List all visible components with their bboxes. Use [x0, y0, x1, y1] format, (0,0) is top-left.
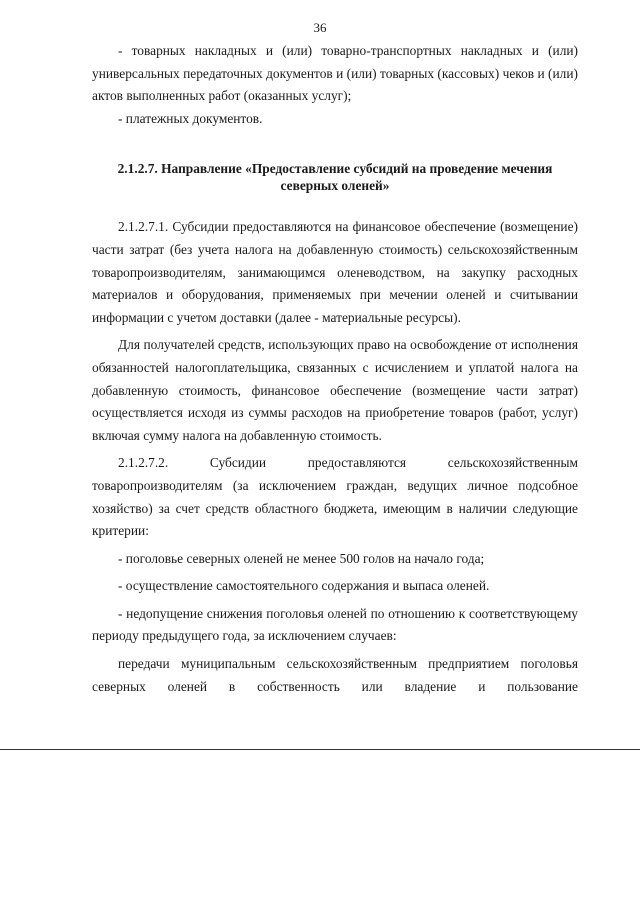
list-item-payment-documents: - платежных документов. — [118, 110, 263, 126]
paragraph-subsidy-criteria: 2.1.2.7.2. Субсидии предоставляются сельскохозяйственным товаропроизводителям (за исключением граждан, ведущих личное подсобное хозяйство) за счет средств областного бюджета, имеющим в наличии следующие критерии: — [92, 455, 578, 539]
criterion-no-decrease: - недопущение снижения поголовья оленей по отношению к соответствующему периоду предыдущего года, за исключением случаев: — [92, 605, 578, 644]
list-item-documents: - товарных накладных и (или) товарно-транспортных накладных и (или) универсальных передаточных документов и (или) товарных (кассовых) чеков и (или) актов выполненных работ (оказанных услуг); — [92, 43, 578, 104]
criterion-herding: - осуществление самостоятельного содержания и выпаса оленей. — [118, 578, 490, 594]
document-body — [92, 40, 578, 698]
section-heading: 2.1.2.7. Направление «Предоставление субсидий на проведение мечения северных оленей» — [117, 161, 553, 194]
criterion-livestock-count: - поголовье северных оленей не менее 500 голов на начало года; — [118, 550, 485, 566]
page-number: 36 — [313, 20, 327, 35]
paragraph-transfer: передачи муниципальным сельскохозяйственным предприятием поголовья северных оленей в собственность или владение и пользование — [92, 656, 578, 694]
paragraph-subsidy-purpose: 2.1.2.7.1. Субсидии предоставляются на финансовое обеспечение (возмещение) части затрат (без учета налога на добавленную стоимость) сельскохозяйственным товаропроизводителям, занимающимся оленеводством, на закупку расходных материалов и оборудования, применяемых при мечении оленей и считывании информации с учетом доставки (далее - материальные ресурсы). — [92, 219, 578, 325]
paragraph-vat-exemption: Для получателей средств, использующих право на освобождение от исполнения обязанностей налогоплательщика, связанных с исчислением и уплатой налога на добавленную стоимость, финансовое обеспечение (возмещение части затрат) осуществляется исходя из суммы расходов на приобретение товаров (работ, услуг) включая сумму налога на добавленную стоимость. — [92, 337, 578, 443]
page-bottom-rule — [0, 749, 640, 750]
